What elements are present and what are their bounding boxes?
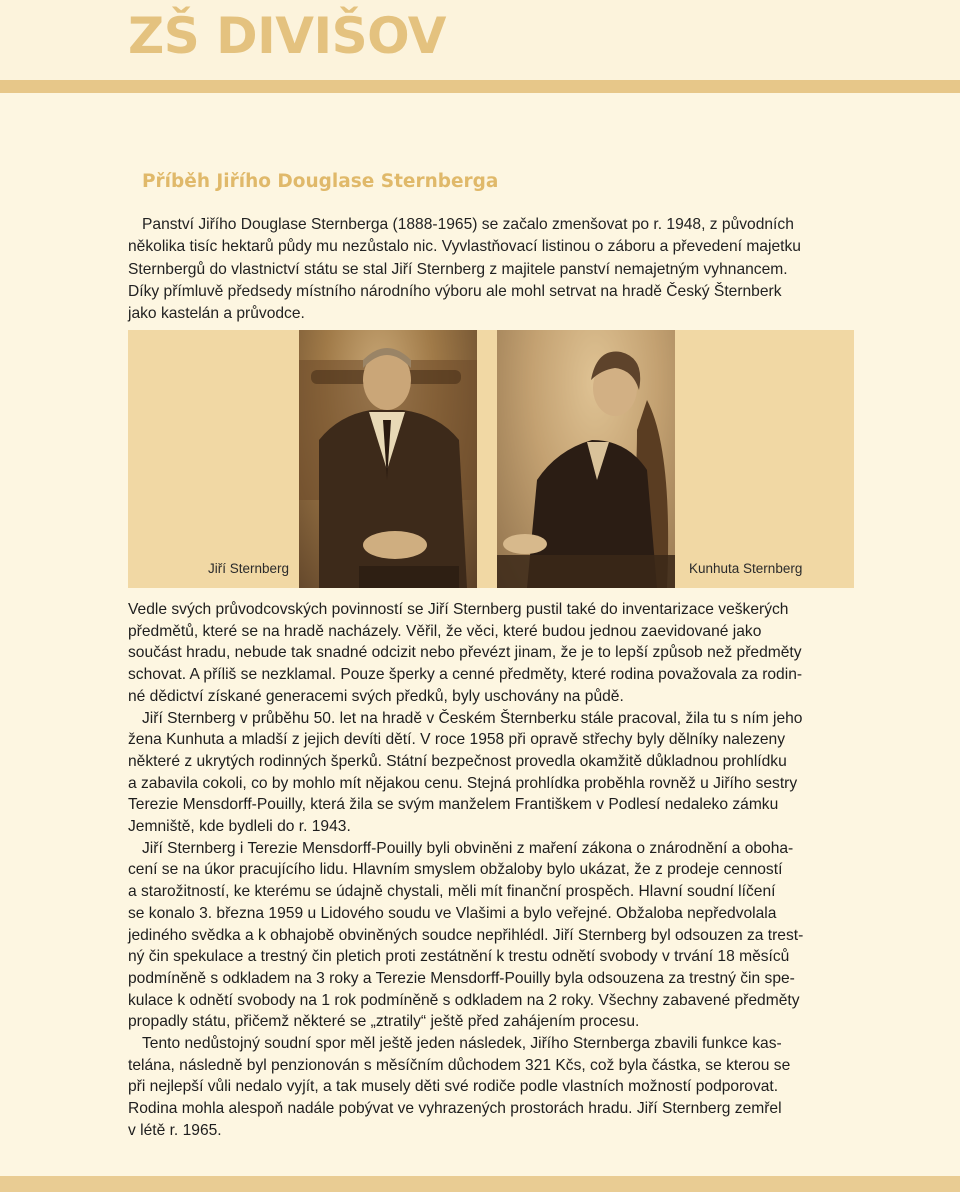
body-line: předmětů, které se na hradě nacházely. Věřil, že věci, které budou jednou zaevidované jako xyxy=(128,622,762,640)
body-line: cení se na úkor pracujícího lidu. Hlavním smyslem obžaloby bylo ukázat, že z prodeje cenností xyxy=(128,861,783,879)
body-line: jediného svědka a k obhajobě obviněných soudce nepřihlédl. Jiří Sternberg byl odsouzen za trest- xyxy=(128,926,804,944)
header-rule xyxy=(0,80,960,93)
body-line: propadly státu, přičemž některé se „ztratily“ ještě před zahájením procesu. xyxy=(128,1013,640,1031)
photo-jiri-sternberg xyxy=(299,330,477,588)
photo-kunhuta-sternberg xyxy=(497,330,675,588)
body-line: kulace k odnětí svobody na 1 rok podmíněně s odkladem na 2 roky. Všechny zabavené předměty xyxy=(128,991,800,1009)
page-header xyxy=(0,0,960,80)
body-line: žena Kunhuta a mladší z jejich devíti dětí. V roce 1958 při opravě střechy byly dělníky nalezeny xyxy=(128,731,786,749)
body-line: součást hradu, nebude tak snadné odcizit nebo převézt jinam, že je to lepší způsob než předměty xyxy=(128,644,802,662)
intro-line: několika tisíc hektarů půdy mu nezůstalo nic. Vyvlastňovací listinou o záboru a převedení majetku xyxy=(128,238,801,256)
article-title: Příběh Jiřího Douglase Sternberga xyxy=(142,171,499,192)
body-line: při nejlepší vůli nedalo vyjít, a tak musely děti své rodiče podle vlastních možností podporovat. xyxy=(128,1078,779,1096)
body-line: Tento nedůstojný soudní spor měl ještě jeden následek, Jiřího Sternberga zbavili funkce kas- xyxy=(142,1035,782,1053)
intro-line: Díky přímluvě předsedy místního národního výboru ale mohl setrvat na hradě Český Šternberk xyxy=(128,282,782,300)
body-line: Jiří Sternberg v průběhu 50. let na hradě v Českém Šternberku stále pracoval, žila tu s ním jeho xyxy=(142,709,803,727)
intro-line: jako kastelán a průvodce. xyxy=(128,305,305,323)
body-line: schovat. A příliš se nezklamal. Pouze šperky a cenné předměty, které rodina považovala za rodin- xyxy=(128,666,803,684)
photo-caption: Kunhuta Sternberg xyxy=(689,561,803,576)
body-line: Jemniště, kde bydleli do r. 1943. xyxy=(128,818,351,836)
photo-caption: Jiří Sternberg xyxy=(208,561,290,576)
body-line: né dědictví získané generacemi svých předků, byly uschovány na půdě. xyxy=(128,687,624,705)
body-line: Terezie Mensdorff-Pouilly, která žila se svým manželem Františkem v Podlesí nedaleko zámku xyxy=(128,796,779,814)
body-line: Rodina mohla alespoň nadále pobývat ve vyhrazených prostorách hradu. Jiří Sternberg zemřel xyxy=(128,1100,782,1118)
body-line: ný čin spekulace a trestný čin pletich proti zestátnění k trestu odnětí svobody v trvání 18 měsíců xyxy=(128,948,790,966)
body-line: Vedle svých průvodcovských povinností se Jiří Sternberg pustil také do inventarizace veškerých xyxy=(128,601,789,618)
footer-rule xyxy=(0,1176,960,1192)
body-line: a zabavila cokoli, co by mohlo mít nějakou cenu. Stejná prohlídka proběhla rovněž u Jiřího sestry xyxy=(128,774,798,792)
article-body xyxy=(128,599,856,1142)
photo-figure xyxy=(128,330,854,588)
body-line: Jiří Sternberg i Terezie Mensdorff-Pouilly byli obviněni z maření zákona o znárodnění a oboha- xyxy=(142,839,794,857)
body-line: se konalo 3. března 1959 u Lidového soudu ve Vlašimi a bylo veřejné. Obžaloba nepředvolala xyxy=(128,904,777,922)
intro-paragraph xyxy=(128,214,863,325)
body-line: v létě r. 1965. xyxy=(128,1121,222,1139)
intro-line: Sternbergů do vlastnictví státu se stal Jiří Sternberg z majitele panství nemajetným vyhnancem. xyxy=(128,260,788,278)
site-title: ZŠ DIVIŠOV xyxy=(128,7,446,65)
body-line: některé z ukrytých rodinných šperků. Státní bezpečnost provedla okamžitě důkladnou prohlídku xyxy=(128,752,787,770)
body-line: a starožitností, ke kterému se údajně chystali, měli mít finanční prospěch. Hlavní soudní líčení xyxy=(128,883,776,901)
intro-line: Panství Jiřího Douglase Sternberga (1888-1965) se začalo zmenšovat po r. 1948, z původních xyxy=(142,216,794,233)
body-line: podmíněně s odkladem na 3 roky a Terezie Mensdorff-Pouilly byla odsouzena za trestný čin spe- xyxy=(128,969,795,987)
body-line: telána, následně byl penzionován s měsíčním důchodem 321 Kčs, což byla částka, se kterou se xyxy=(128,1056,791,1074)
